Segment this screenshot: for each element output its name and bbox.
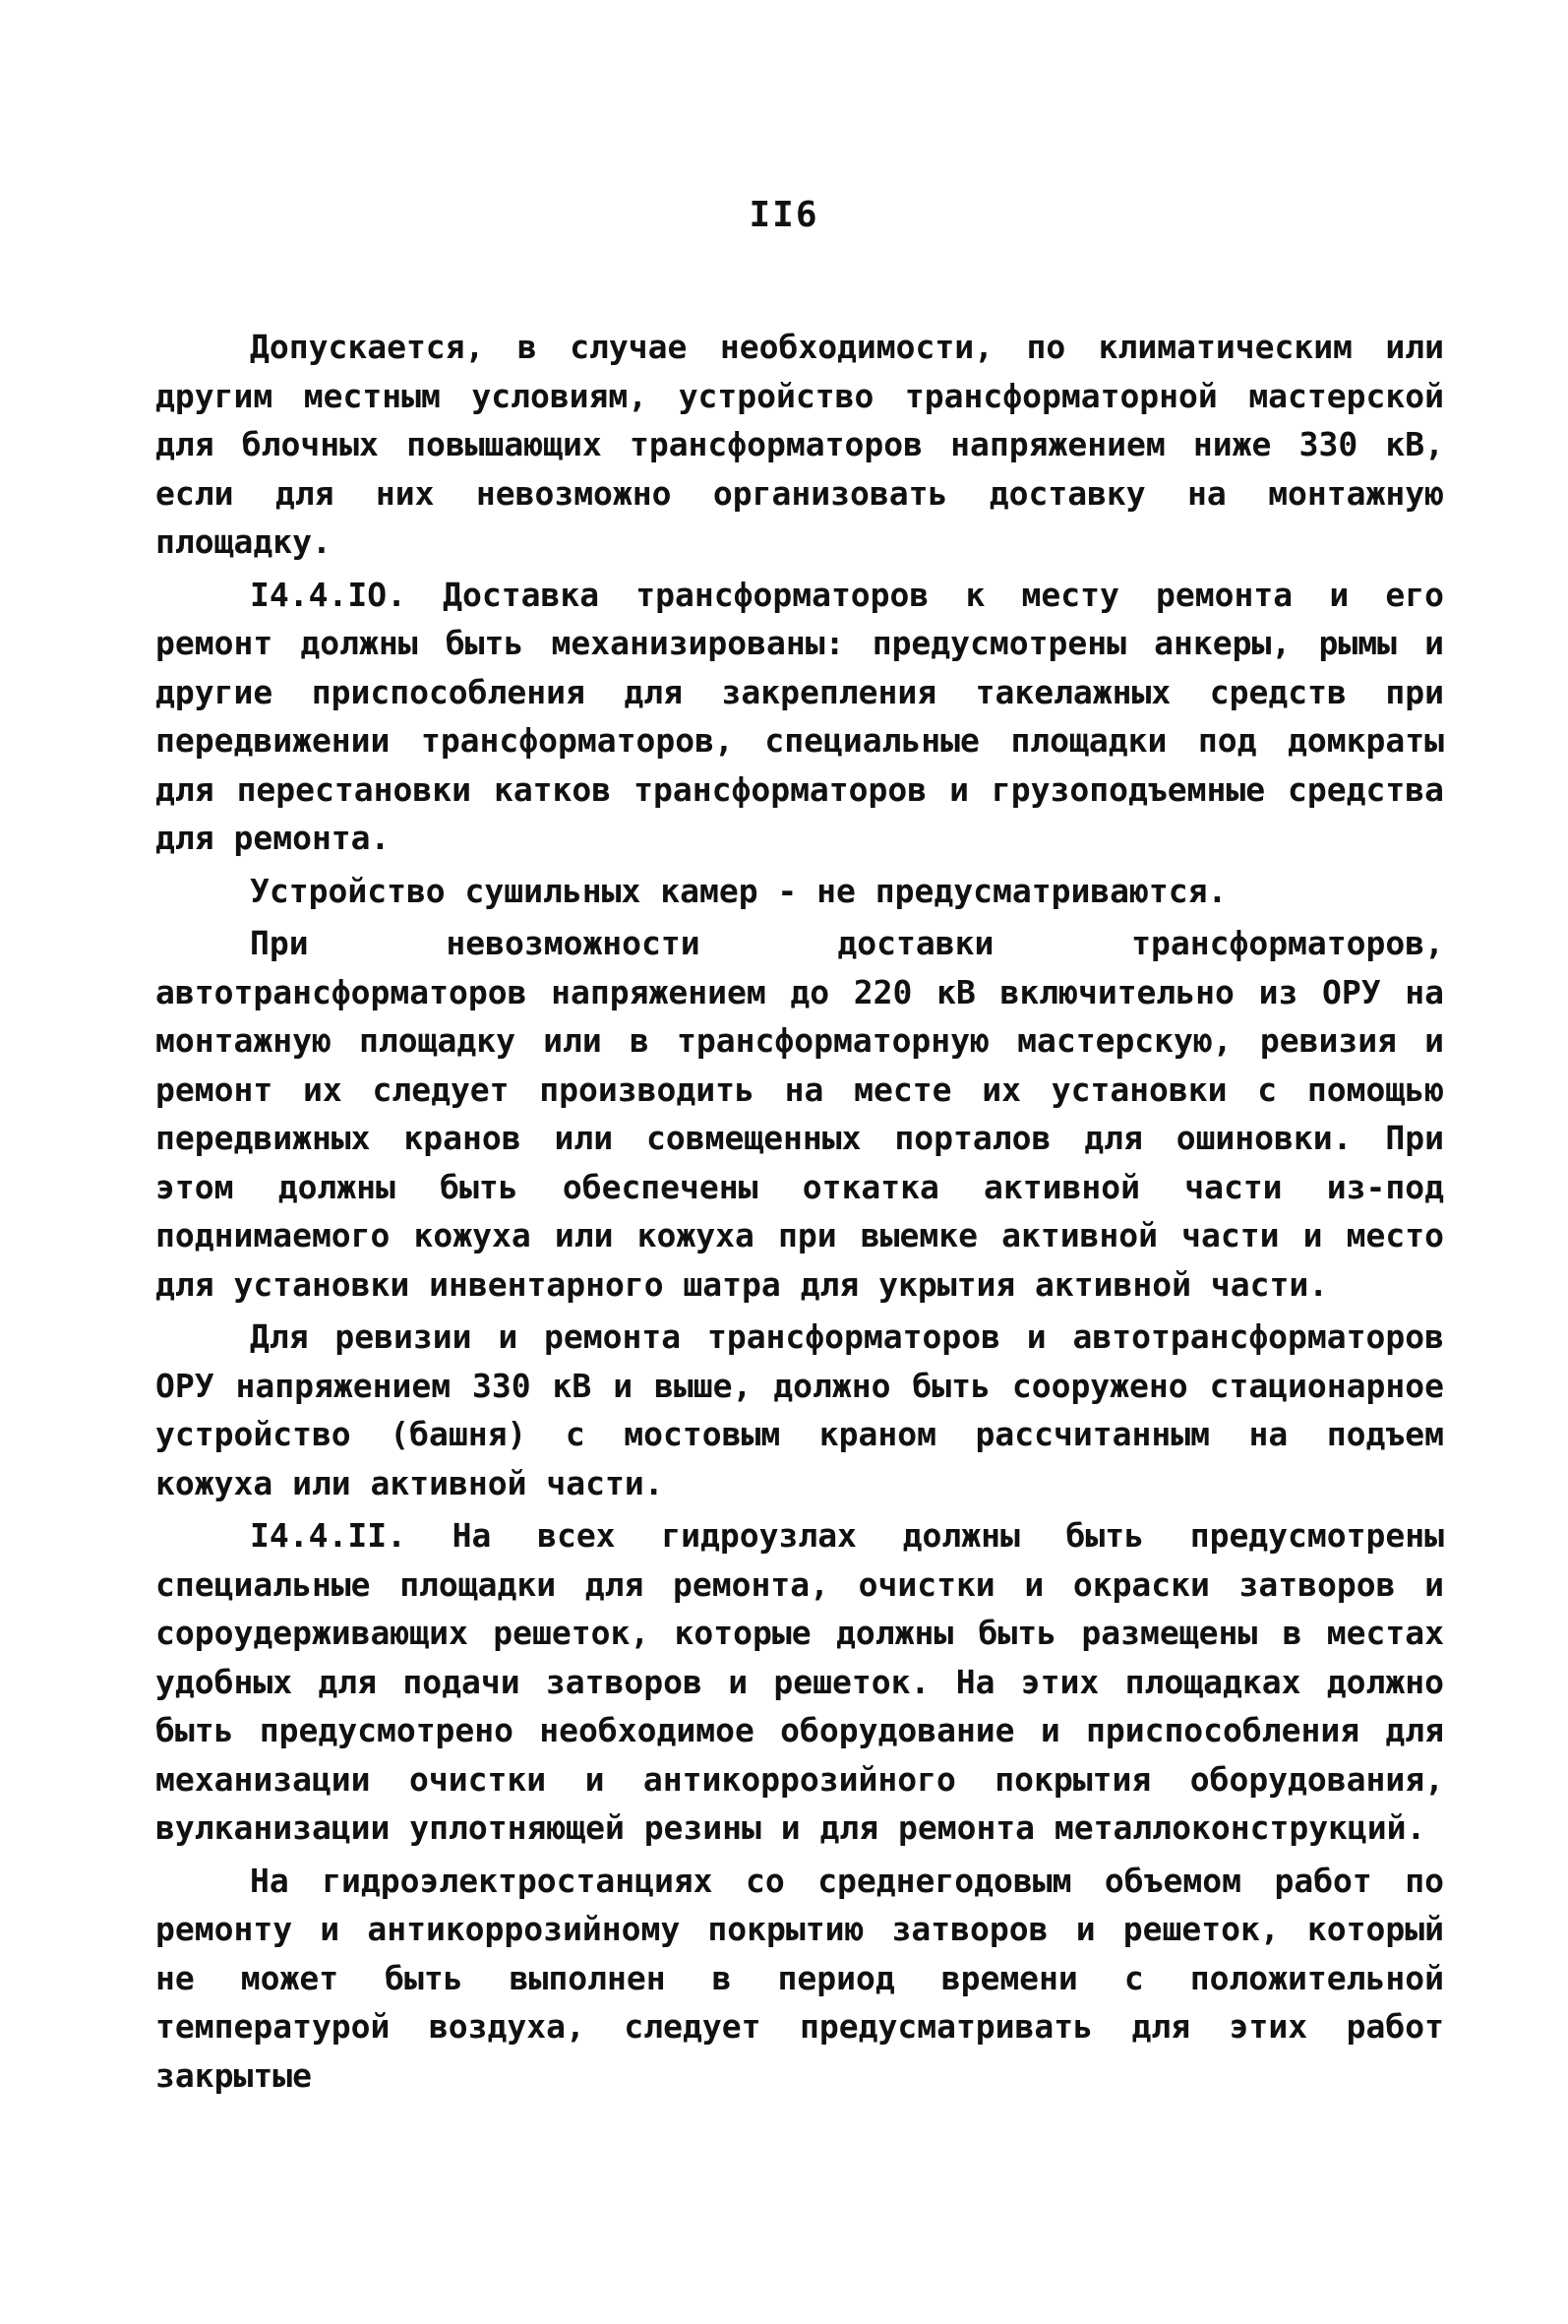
paragraph-14-4-10-delivery: I4.4.IO. Доставка трансформаторов к месту ремонта и его ремонт должны быть механизированы: предусмотрены анкеры, рымы и другие приспособления для закрепления такелажных средств при передвижении трансформаторов, специальные площадки под домкраты для перестановки катков трансформаторов и грузоподъемные средства для ремонта.	[155, 575, 1444, 857]
paragraph-transformer-workshop: Допускается, в случае необходимости, по климатическим или другим местным условиям, устройство трансформаторной мастерской для блочных повышающих трансформаторов напряжением ниже 330 кВ, если для них невозможно организовать доставку на монтажную площадку.	[155, 328, 1444, 561]
paragraph-repair-on-site: При невозможности доставки трансформаторов, автотрансформаторов напряжением до 220 кВ включительно из ОРУ на монтажную площадку или в трансформаторную мастерскую, ревизия и ремонт их следует производить на месте их установки с помощью передвижных кранов или совмещенных порталов для ошиновки. При этом должны быть обеспечены откатка активной части из-под поднимаемого кожуха или кожуха при выемке активной части и место для установки инвентарного шатра для укрытия активной части.	[155, 924, 1444, 1304]
paragraph-stationary-tower: Для ревизии и ремонта трансформаторов и автотрансформаторов ОРУ напряжением 330 кВ и выше, должно быть сооружено стационарное устройство (башня) с мостовым краном рассчитанным на подъем кожуха или активной части.	[155, 1317, 1444, 1502]
paragraph-drying-chambers: Устройство сушильных камер - не предусматриваются.	[250, 871, 1228, 910]
page-number: II6	[749, 195, 819, 235]
document-body	[155, 323, 1444, 2104]
paragraph-hydro-stations-closed: На гидроэлектростанциях со среднегодовым объемом работ по ремонту и антикоррозийному покрытию затворов и решеток, который не может быть выполнен в период времени с положительной температурой воздуха, следует предусматривать для этих работ закрытые	[155, 1861, 1444, 2095]
paragraph-14-4-11-hydro-sites: I4.4.II. На всех гидроузлах должны быть предусмотрены специальные площадки для ремонта, очистки и окраски затворов и сороудерживающих решеток, которые должны быть размещены в местах удобных для подачи затворов и решеток. На этих площадках должно быть предусмотрено необходимое оборудование и приспособления для механизации очистки и антикоррозийного покрытия оборудования, вулканизации уплотняющей резины и для ремонта металлоконструкций.	[155, 1516, 1444, 1847]
